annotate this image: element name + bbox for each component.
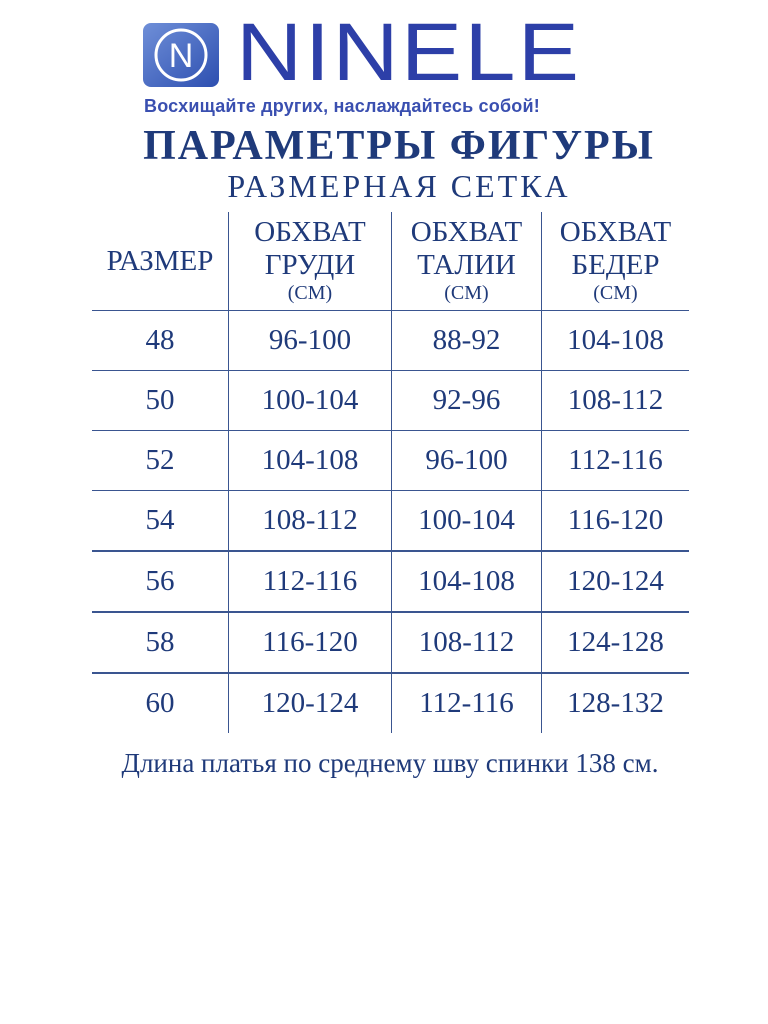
cell-waist: 92-96 xyxy=(391,371,541,430)
cell-size: 50 xyxy=(145,384,175,416)
header-waist-unit: (СМ) xyxy=(444,282,489,304)
header-hips xyxy=(541,212,689,310)
table-row xyxy=(92,674,689,733)
table-row xyxy=(92,431,689,491)
cell-bust: 104-108 xyxy=(228,431,391,490)
header-hips-line1: ОБХВАТ xyxy=(559,216,672,248)
header-size-label: РАЗМЕР xyxy=(106,244,214,277)
table-row xyxy=(92,311,689,371)
header-bust-line2: ГРУДИ xyxy=(264,249,356,281)
page-title: ПАРАМЕТРЫ ФИГУРЫ xyxy=(143,123,655,169)
cell-waist: 96-100 xyxy=(391,431,541,490)
cell-bust: 96-100 xyxy=(228,311,391,370)
brand-header xyxy=(0,7,768,118)
cell-hips: 128-132 xyxy=(541,674,689,733)
cell-bust: 120-124 xyxy=(228,674,391,733)
cell-hips: 112-116 xyxy=(541,431,689,490)
cell-waist: 100-104 xyxy=(391,491,541,550)
ninele-logo-emblem-icon xyxy=(142,22,220,88)
cell-size: 56 xyxy=(145,565,175,597)
header-waist-line2: ТАЛИИ xyxy=(417,249,516,281)
table-header-row xyxy=(92,212,689,311)
cell-bust: 100-104 xyxy=(228,371,391,430)
table-row xyxy=(92,552,689,613)
cell-hips: 104-108 xyxy=(541,311,689,370)
brand-wordmark: NINELE xyxy=(236,7,582,98)
header-bust-line1: ОБХВАТ xyxy=(254,216,366,248)
header-hips-unit: (СМ) xyxy=(593,282,638,304)
cell-waist: 112-116 xyxy=(391,674,541,733)
page-subtitle: РАЗМЕРНАЯ СЕТКА xyxy=(227,168,571,204)
cell-bust: 108-112 xyxy=(228,491,391,550)
header-bust-unit: (СМ) xyxy=(287,282,333,304)
emblem-letter: N xyxy=(168,37,194,75)
size-chart-table xyxy=(92,212,689,733)
cell-size: 58 xyxy=(145,626,175,658)
cell-hips: 124-128 xyxy=(541,613,689,672)
header-waist xyxy=(391,212,541,310)
cell-waist: 104-108 xyxy=(391,552,541,611)
header-size xyxy=(92,212,228,310)
cell-waist: 88-92 xyxy=(391,311,541,370)
dress-length-note: Длина платья по среднему шву спинки 138 см. xyxy=(121,748,659,778)
cell-bust: 112-116 xyxy=(228,552,391,611)
cell-hips: 120-124 xyxy=(541,552,689,611)
brand-tagline: Восхищайте других, наслаждайтесь собой! xyxy=(144,96,540,116)
header-hips-line2: БЕДЕР xyxy=(571,249,660,281)
cell-waist: 108-112 xyxy=(391,613,541,672)
header-waist-line1: ОБХВАТ xyxy=(410,216,523,248)
cell-size: 48 xyxy=(145,324,175,356)
header-bust xyxy=(228,212,391,310)
cell-hips: 108-112 xyxy=(541,371,689,430)
cell-size: 52 xyxy=(145,444,175,476)
cell-hips: 116-120 xyxy=(541,491,689,550)
table-row xyxy=(92,371,689,431)
cell-size: 60 xyxy=(145,687,175,719)
cell-size: 54 xyxy=(145,504,175,536)
table-row xyxy=(92,613,689,674)
table-row xyxy=(92,491,689,552)
cell-bust: 116-120 xyxy=(228,613,391,672)
